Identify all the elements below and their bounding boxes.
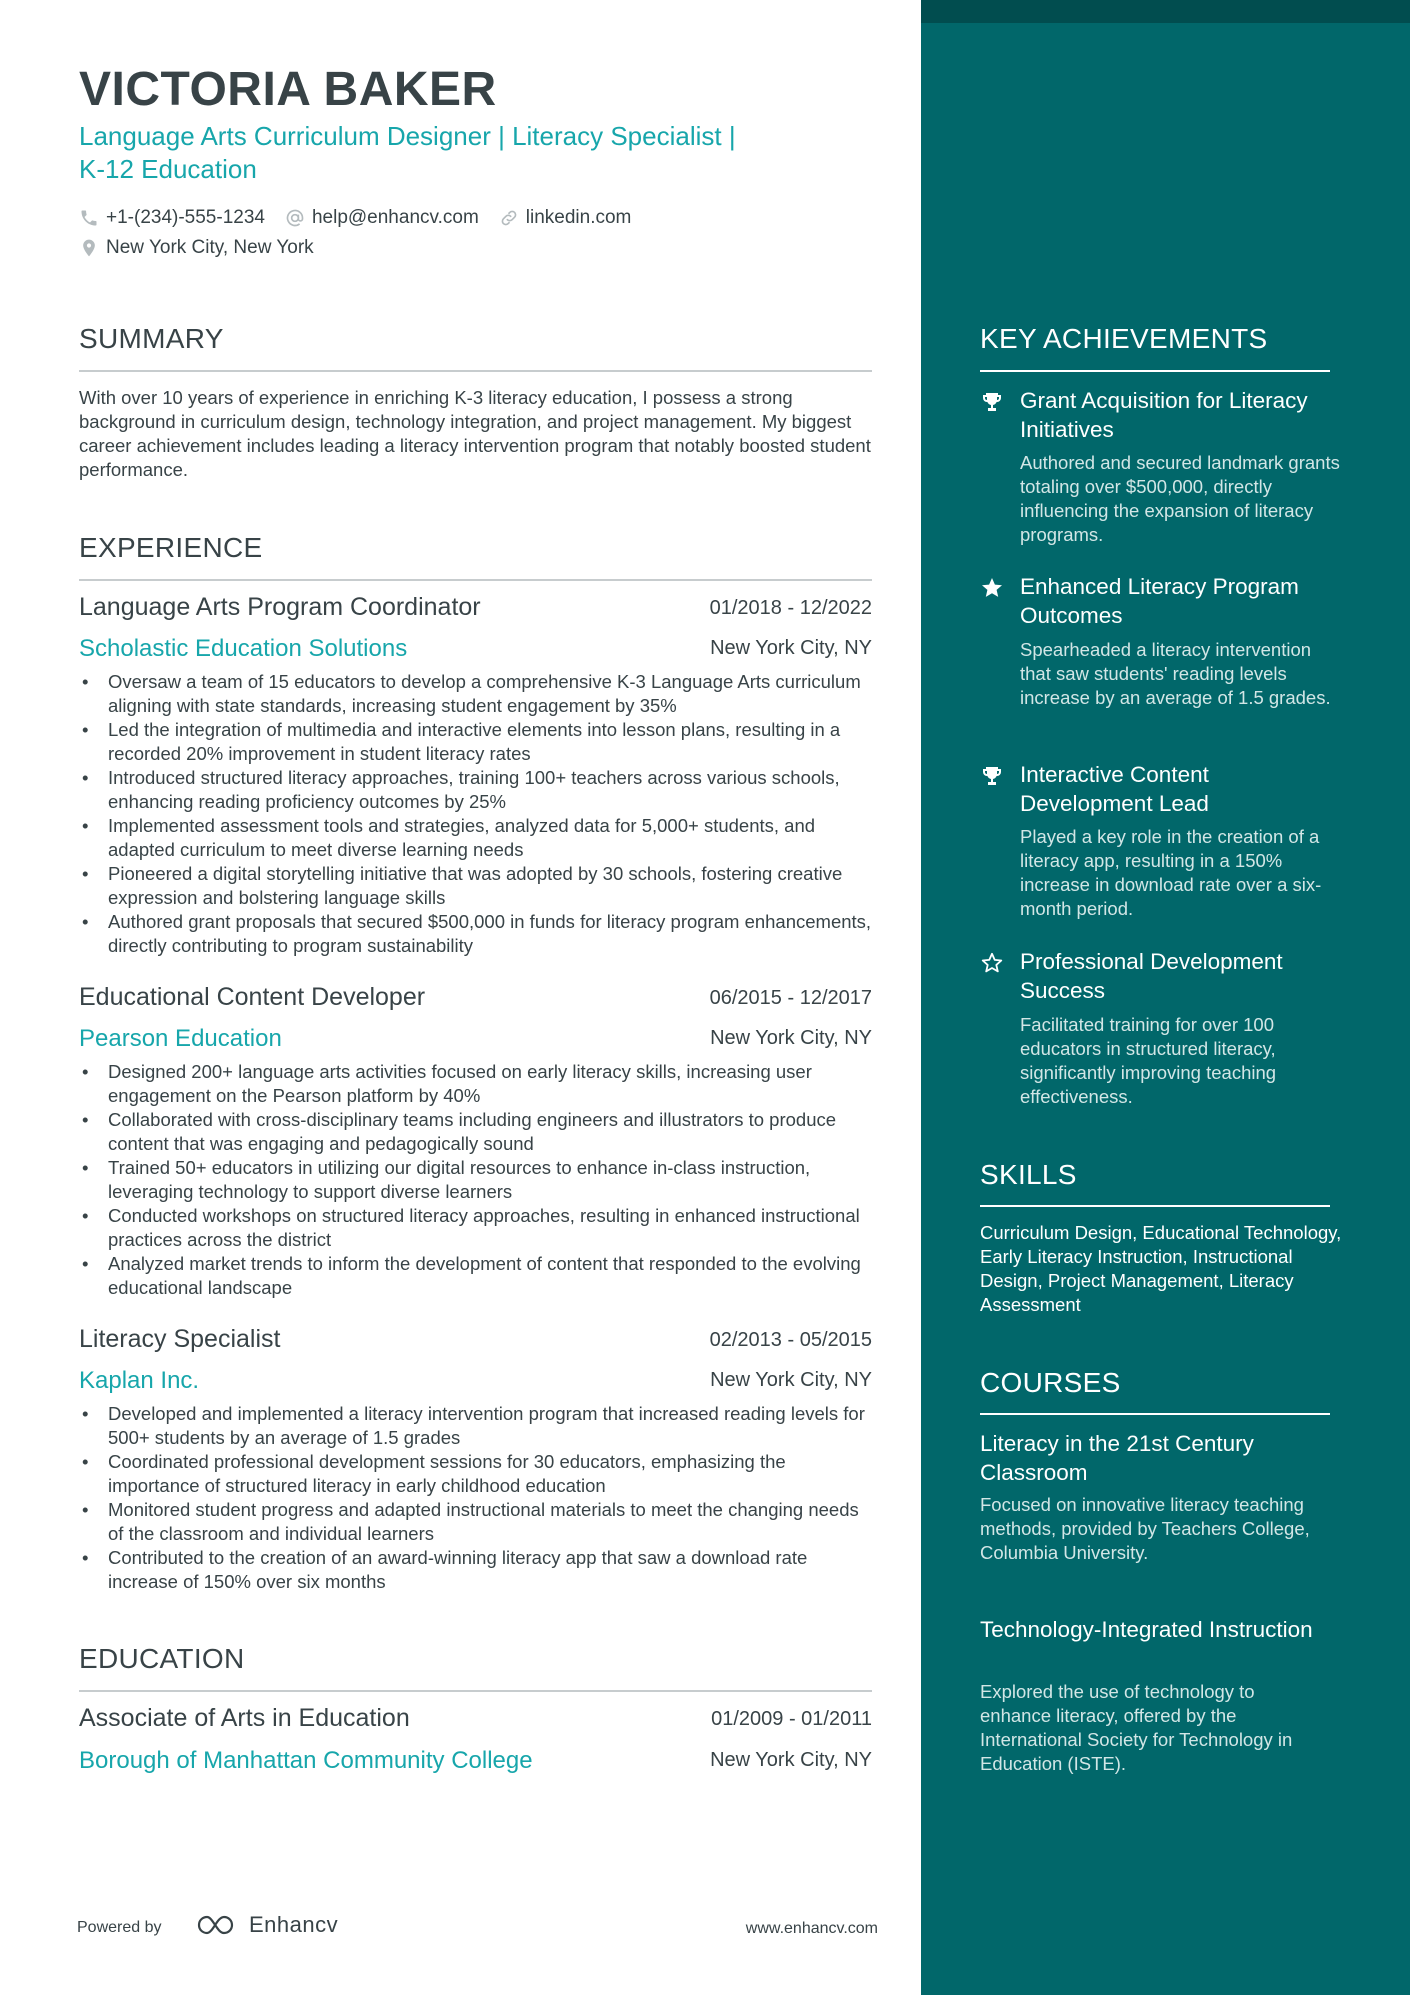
location-pin-icon [79,238,99,258]
achievement-title: Professional Development Success [1020,949,1283,1003]
education-degree: Associate of Arts in Education [79,1704,410,1732]
job-bullet: • Coordinated professional development sessions for 30 educators, emphasizing the importance of structured literacy in early childhood education [79,1450,879,1498]
contact-row [79,206,651,230]
enhancv-logo-icon [195,1912,241,1938]
job-title: Language Arts Program Coordinator [79,593,481,621]
contact-phone[interactable] [79,207,265,229]
job-dates: 02/2013 - 05/2015 [709,1329,872,1351]
skills-text: Curriculum Design, Educational Technology, Early Literacy Instruction, Instructional Design, Project Management, Literacy Assessment [980,1222,1342,1315]
achievement-description: Played a key role in the creation of a literacy app, resulting in a 150% increase in download rate over a six-month period. [1020,826,1322,919]
job-bullets [79,1060,879,1300]
star-filled-icon [980,576,1004,600]
job-bullet: • Developed and implemented a literacy intervention program that increased reading levels for 500+ students by an average of 1.5 grades [79,1402,879,1450]
headline [79,120,839,186]
contact-linkedin[interactable] [499,207,632,229]
education-school: Borough of Manhattan Community College [79,1747,533,1774]
phone-text: +1-(234)-555-1234 [106,207,265,228]
job-title: Literacy Specialist [79,1325,281,1353]
job-bullet: • Analyzed market trends to inform the development of content that responded to the evolving educational landscape [79,1252,879,1300]
contact-email[interactable] [285,207,479,229]
achievement-description: Facilitated training for over 100 educators in structured literacy, significantly improving teaching effectiveness. [1020,1014,1277,1107]
education-heading: EDUCATION [79,1643,245,1674]
job-company: Kaplan Inc. [79,1367,200,1394]
course-title: Literacy in the 21st Century Classroom [980,1431,1254,1485]
experience-heading: EXPERIENCE [79,532,263,563]
job-bullets [79,670,879,958]
achievements-heading: KEY ACHIEVEMENTS [980,323,1268,354]
job-bullet: • Pioneered a digital storytelling initiative that was adopted by 30 schools, fostering creative expression and bolstering language skills [79,862,879,910]
job-bullet: • Conducted workshops on structured literacy approaches, resulting in enhanced instructional practices across the district [79,1204,879,1252]
linkedin-text: linkedin.com [525,207,632,228]
job-location: New York City, NY [710,1027,872,1049]
sidebar-top-band [921,0,1410,23]
skills-heading: SKILLS [980,1159,1077,1190]
achievement-description: Authored and secured landmark grants totaling over $500,000, directly influencing the expansion of literacy programs. [1020,452,1340,545]
contact-location [79,237,314,259]
link-icon [499,208,519,228]
job-bullet: • Led the integration of multimedia and interactive elements into lesson plans, resulting in a recorded 20% improvement in student literacy rates [79,718,879,766]
summary-heading: SUMMARY [79,323,224,354]
trophy-icon [980,764,1004,788]
job-location: New York City, NY [710,1369,872,1391]
achievements-divider [980,370,1330,372]
courses-divider [980,1413,1330,1415]
achievement-title: Grant Acquisition for Literacy Initiatives [1020,388,1308,442]
footer-url[interactable]: www.enhancv.com [745,1920,878,1937]
job-bullet: • Contributed to the creation of an award-winning literacy app that saw a download rate increase of 150% over six months [79,1546,879,1594]
job-bullet: • Implemented assessment tools and strategies, analyzed data for 5,000+ students, and adapted curriculum to meet diverse learning needs [79,814,879,862]
email-text: help@enhancv.com [311,207,479,228]
candidate-name: VICTORIA BAKER [79,63,497,116]
job-dates: 06/2015 - 12/2017 [709,987,872,1009]
job-company: Pearson Education [79,1025,282,1052]
job-bullet: • Collaborated with cross-disciplinary teams including engineers and illustrators to produce content that was engaging and pedagogically sound [79,1108,879,1156]
headline-line-2: K-12 Education [79,154,257,184]
headline-line-1: Language Arts Curriculum Designer | Literacy Specialist | [79,121,736,151]
job-bullet: • Authored grant proposals that secured $500,000 in funds for literacy program enhancements, directly contributing to program sustainability [79,910,879,958]
job-bullet: • Designed 200+ language arts activities focused on early literacy skills, increasing user engagement on the Pearson platform by 40% [79,1060,879,1108]
at-icon [285,208,305,228]
job-bullet: • Monitored student progress and adapted instructional materials to meet the changing needs of the classroom and individual learners [79,1498,879,1546]
footer-brand: Enhancv [249,1912,339,1937]
footer-logo[interactable] [195,1912,338,1938]
achievement-title: Enhanced Literacy Program Outcomes [1020,574,1299,628]
job-title: Educational Content Developer [79,983,426,1011]
courses-heading: COURSES [980,1367,1121,1398]
star-outline-icon [980,951,1004,975]
course-description: Explored the use of technology to enhance literacy, offered by the International Society for Technology in Education (ISTE). [980,1681,1293,1774]
contact-row-location [79,236,334,260]
education-location: New York City, NY [710,1749,872,1771]
achievement-title: Interactive Content Development Lead [1020,762,1209,816]
course-description: Focused on innovative literacy teaching methods, provided by Teachers College, Columbia University. [980,1494,1310,1563]
job-bullet: • Introduced structured literacy approaches, training 100+ teachers across various schools, enhancing reading proficiency outcomes by 25% [79,766,879,814]
location-text: New York City, New York [106,237,314,258]
education-divider [79,1690,872,1692]
course-title: Technology-Integrated Instruction [980,1617,1313,1642]
job-bullet: • Oversaw a team of 15 educators to develop a comprehensive K-3 Language Arts curriculum aligning with state standards, increasing student engagement by 35% [79,670,879,718]
trophy-icon [980,390,1004,414]
education-dates: 01/2009 - 01/2011 [711,1708,872,1730]
footer-powered-by: Powered by [77,1919,162,1936]
job-location: New York City, NY [710,637,872,659]
job-dates: 01/2018 - 12/2022 [709,597,872,619]
job-company: Scholastic Education Solutions [79,635,408,662]
skills-divider [980,1205,1330,1207]
achievement-description: Spearheaded a literacy intervention that saw students' reading levels increase by an average of 1.5 grades. [1020,639,1331,708]
summary-divider [79,370,872,372]
summary-text: With over 10 years of experience in enriching K-3 literacy education, I possess a strong background in curriculum design, technology integration, and project management. My biggest career achievement includes leading a literacy intervention program that notably boosted student performance. [79,387,871,480]
phone-icon [79,208,99,228]
experience-divider [79,579,872,581]
job-bullets [79,1402,879,1594]
job-bullet: • Trained 50+ educators in utilizing our digital resources to enhance in-class instruction, leveraging technology to support diverse learners [79,1156,879,1204]
